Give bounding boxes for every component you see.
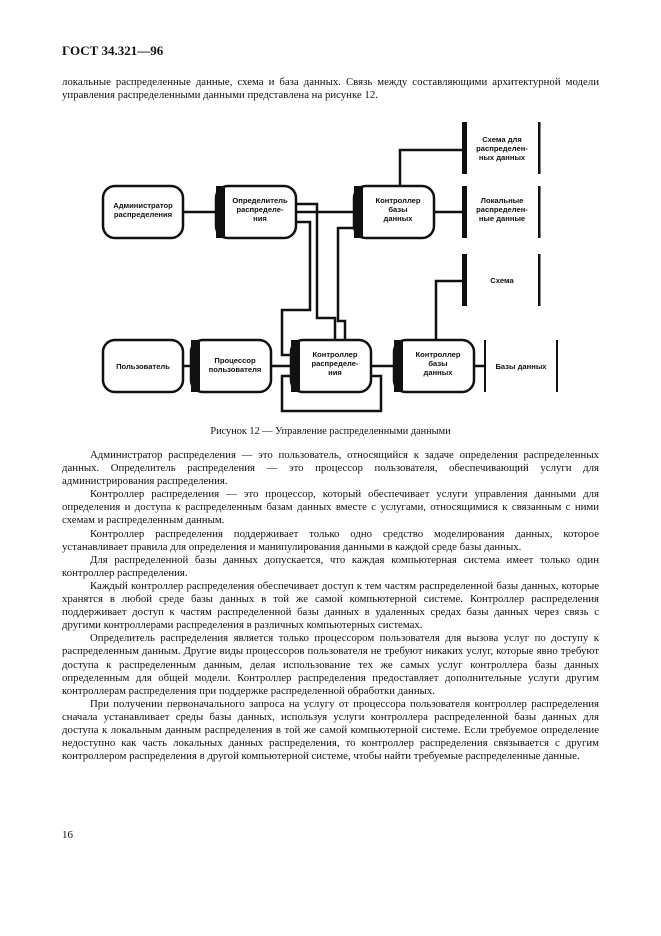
body-text xyxy=(62,449,599,763)
paragraph: Контроллер распределения поддерживает только одно средство моделирования данных, которое устанавливает правила для определения и манипулирования данными в каждой среде базы данных. xyxy=(62,527,599,553)
page-number: 16 xyxy=(62,829,73,841)
paragraph: Определитель распределения является только процессором пользователя для вызова услуг по доступу к распределенным данным. Другие виды процессоров пользователя не требуют никаких услуг, которые явно требуют доступа к распределенным данным, делая использование тех же самых услуг контроллера базы данных определенным для общей модели. Контроллер распределения предоставляет дополнительные услуги другим контроллерам распределения при поддержке распределенной обработки данных. xyxy=(62,632,599,697)
ctrl-db-top-label: Контроллер базы данных xyxy=(375,196,421,223)
paragraph: Контроллер распределения — это процессор, который обеспечивает услуги управления данными для определения и доступа к распределенным базам данных вместе с услугами, относящимися к связанным с ними схемам и распределенным данным. xyxy=(62,488,599,527)
figure-caption: Рисунок 12 — Управление распределенными данными xyxy=(210,426,451,437)
local-dist-label: Локальные распределен-ные данные xyxy=(476,196,528,223)
paragraph: Администратор распределения — это пользователь, относящийся к задаче определения распределенных данных. Определитель распределения — это процессор пользователя, обеспечивающий услуги для администрирования распределения. xyxy=(62,449,599,488)
schema-dist-label: Схема для распределен-ных данных xyxy=(476,135,528,162)
definer-label: Определитель распределе-ния xyxy=(232,196,288,223)
admin-label: Администратор распределения xyxy=(113,201,173,219)
schema-label: Схема xyxy=(490,276,514,285)
ctrl-dist-label: Контроллер распределе-ния xyxy=(311,350,359,377)
user-label: Пользователь xyxy=(116,362,170,371)
paragraph: Для распределенной базы данных допускается, что каждая компьютерная система имеет только один контроллер распределения. xyxy=(62,553,599,579)
user-proc-label: Процессор пользователя xyxy=(208,356,262,374)
databases-label: Базы данных xyxy=(495,362,547,371)
paragraph: При получении первоначального запроса на услугу от процессора пользователя контроллер распределения сначала устанавливает среды базы данных, используя услуги контроллера распределенной базы данных для доступа к локальным данным распределения в той же самой компьютерной системе. Если требуемое определение недоступно как часть локальных данных распределения, то контроллер распределения связывается с другим контроллером распределения в другой компьютерной системе, чтобы найти требуемые распределенные данные. xyxy=(62,697,599,763)
document-header: ГОСТ 34.321—96 xyxy=(62,43,164,58)
ctrl-db-bottom-label: Контроллер базы данных xyxy=(415,350,461,377)
intro-text: локальные распределенные данные, схема и база данных. Связь между составляющими архитектурной модели управления распределенными данными представлена на рисунке 12. xyxy=(62,76,599,102)
paragraph: Каждый контроллер распределения обеспечивает доступ к тем частям распределенной базы данных, которые хранятся в любой среде базы данных в той же самой компьютерной системе. Контроллер распределения поддерживает доступ к частям распределенной базы данных в удаленных средах базы данных через связь с другими контроллерами распределения в различных компьютерных системах. xyxy=(62,579,599,632)
